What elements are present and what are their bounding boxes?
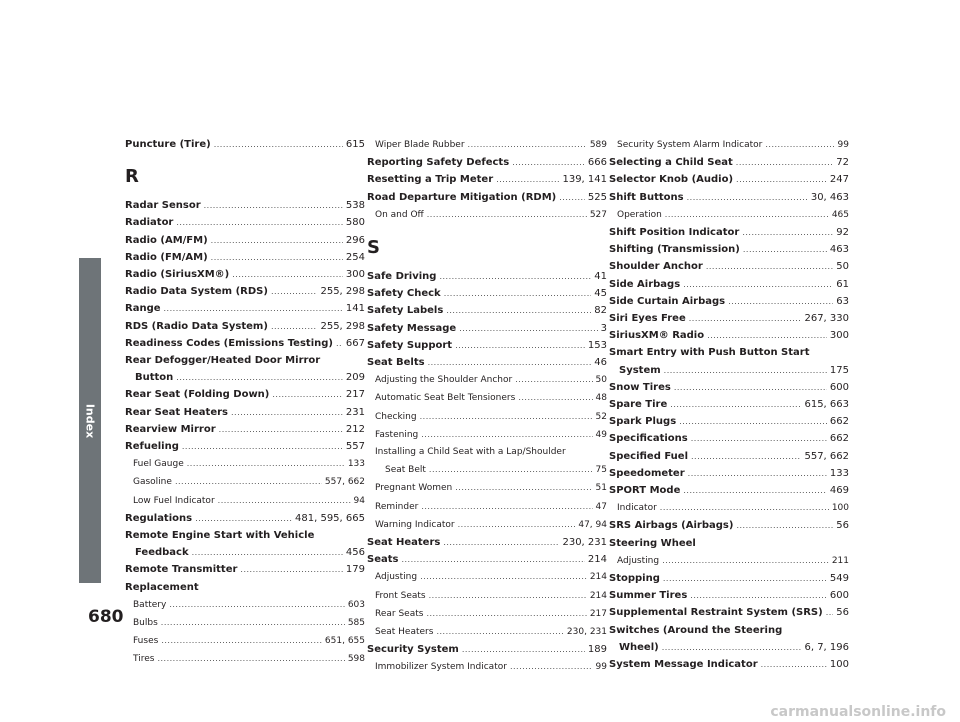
index-term: Supplemental Restraint System (SRS) (609, 607, 823, 619)
index-pages: 50 (595, 375, 607, 386)
index-term: Readiness Codes (Emissions Testing) (125, 337, 333, 349)
index-subentry (367, 371, 607, 389)
index-subentry (609, 552, 849, 570)
index-term: Siri Eyes Free (609, 313, 686, 325)
index-entry (367, 354, 607, 371)
index-subentry (367, 389, 607, 407)
index-term: Front Seats (375, 590, 426, 601)
index-entry (609, 430, 849, 447)
index-term: Rear Seat Heaters (125, 406, 228, 418)
index-pages: 600 (829, 590, 849, 602)
index-side-tab (79, 258, 101, 583)
index-term: SPORT Mode (609, 485, 681, 497)
index-term: Bulbs (133, 618, 158, 629)
index-pages: 46 (594, 357, 607, 369)
index-entry (367, 534, 607, 551)
index-pages: 212 (345, 423, 365, 435)
index-pages: 254 (345, 251, 365, 263)
index-pages: 300 (345, 269, 365, 281)
index-pages: 214 (589, 590, 607, 601)
index-pages: 47, 94 (578, 519, 607, 530)
index-subentry (367, 658, 607, 676)
index-term: Safety Message (367, 322, 457, 334)
index-entry (609, 465, 849, 482)
index-entry (125, 404, 365, 421)
index-pages: 92 (836, 227, 849, 239)
index-pages: 667 (345, 337, 365, 349)
index-pages: 217 (345, 389, 365, 401)
index-pages: 525 (587, 191, 607, 203)
index-term: Fastening (375, 429, 419, 440)
index-term: Rear Seat (Folding Down) (125, 389, 270, 401)
index-pages: 82 (594, 305, 607, 317)
index-pages: 662 (829, 433, 849, 445)
index-term: Safety Support (367, 339, 453, 351)
page-number: 680 (88, 607, 124, 627)
index-pages: 50 (836, 261, 849, 273)
index-term: Rear Defogger/Heated Door Mirror (125, 355, 321, 367)
index-pages: 469 (829, 485, 849, 497)
index-subentry (609, 136, 849, 154)
index-pages: 598 (347, 654, 365, 665)
index-subentry (125, 614, 365, 632)
index-pages: 456 (345, 547, 365, 559)
index-pages: 615 (345, 139, 365, 150)
index-entry (609, 379, 849, 396)
index-term: Fuel Gauge (133, 459, 184, 470)
index-entry (125, 300, 365, 317)
index-term: Steering Wheel (609, 537, 696, 549)
index-pages: 153 (587, 339, 607, 351)
index-term: Side Curtain Airbags (609, 295, 726, 307)
index-entry (609, 604, 849, 621)
index-entry (125, 335, 365, 352)
index-pages: 209 (345, 372, 365, 384)
index-pages: 51 (595, 483, 607, 494)
index-entry (125, 283, 365, 300)
index-term: Security System Alarm Indicator (617, 140, 763, 150)
index-term: Installing a Child Seat with a Lap/Shoulder (375, 447, 566, 458)
index-entry (367, 268, 607, 285)
index-entry (609, 570, 849, 587)
index-term: Seat Belt (385, 465, 426, 476)
watermark: carmanualsonline.info (770, 704, 946, 720)
index-pages: 465 (831, 209, 849, 220)
index-entry (609, 656, 849, 673)
index-pages: 3 (600, 322, 607, 334)
index-pages: 481, 595, 665 (295, 512, 365, 524)
index-pages: 211 (831, 555, 849, 566)
index-term: RDS (Radio Data System) (125, 320, 268, 332)
index-term: Refueling (125, 441, 179, 453)
index-entry (609, 639, 849, 656)
index-column-1 (125, 136, 365, 669)
index-subentry (367, 206, 607, 224)
index-term: Switches (Around the Steering (609, 624, 783, 636)
index-entry (367, 337, 607, 354)
index-pages: 189 (587, 644, 607, 656)
index-term: Radiator (125, 217, 174, 229)
index-term: Summer Tires (609, 590, 688, 602)
index-term: Speedometer (609, 467, 685, 479)
index-term: Reminder (375, 501, 419, 512)
index-subentry (367, 479, 607, 497)
index-pages: 52 (595, 411, 607, 422)
index-pages: 133 (829, 467, 849, 479)
index-pages: 30, 463 (810, 191, 849, 203)
section-letter-r: R (125, 166, 139, 188)
index-pages: 56 (836, 607, 849, 619)
index-entry (609, 362, 849, 379)
index-entry (125, 369, 365, 386)
index-pages: 557, 662 (804, 450, 849, 462)
index-term: Adjusting (617, 555, 660, 566)
index-term: Safety Check (367, 288, 441, 300)
index-term: Seats (367, 554, 399, 566)
index-entry (125, 249, 365, 266)
index-term: Fuses (133, 636, 159, 647)
index-entry (609, 413, 849, 430)
index-subentry (609, 206, 849, 224)
index-entry (367, 189, 607, 206)
index-term: Radio Data System (RDS) (125, 286, 268, 298)
index-pages: 300 (829, 330, 849, 342)
index-pages: 94 (353, 495, 365, 506)
index-term: SiriusXM® Radio (609, 330, 705, 342)
index-subentry (367, 461, 607, 479)
index-pages: 463 (829, 244, 849, 256)
index-term: Remote Transmitter (125, 564, 238, 576)
index-pages: 527 (589, 209, 607, 220)
index-entry (125, 266, 365, 283)
index-pages: 175 (829, 364, 849, 376)
index-term: Wheel) (619, 641, 659, 653)
index-term: Resetting a Trip Meter (367, 174, 494, 186)
index-subentry (367, 623, 607, 641)
index-pages: 6, 7, 196 (804, 641, 849, 653)
index-pages: 214 (589, 572, 607, 583)
index-term: Button (135, 372, 174, 384)
index-entry (367, 320, 607, 337)
index-term: Safe Driving (367, 271, 437, 283)
index-term: Radar Sensor (125, 200, 201, 212)
index-tab-label: Index (83, 403, 97, 438)
index-term: Tires (133, 654, 155, 665)
index-entry (125, 561, 365, 578)
index-entry (609, 154, 849, 171)
index-subentry (367, 498, 607, 516)
index-pages: 589 (589, 140, 607, 150)
index-entry (609, 587, 849, 604)
index-entry (367, 171, 607, 188)
index-term: Spark Plugs (609, 416, 677, 428)
index-term: Selecting a Child Seat (609, 157, 733, 169)
index-subentry (125, 650, 365, 668)
index-pages: 600 (829, 381, 849, 393)
index-subentry (125, 596, 365, 614)
index-pages: 99 (595, 662, 607, 673)
index-term: Radio (SiriusXM®) (125, 269, 230, 281)
index-entry (609, 396, 849, 413)
index-column-3 (609, 136, 849, 673)
index-pages: 549 (829, 573, 849, 585)
index-entry (609, 482, 849, 499)
index-term: Adjusting the Shoulder Anchor (375, 375, 513, 386)
index-term: Battery (133, 599, 167, 610)
index-pages: 48 (595, 393, 607, 404)
index-pages: 72 (836, 157, 849, 169)
index-entry (125, 438, 365, 455)
index-term: Range (125, 303, 161, 315)
index-pages: 49 (595, 429, 607, 440)
index-term: Feedback (135, 547, 189, 559)
index-term: Smart Entry with Push Button Start (609, 347, 810, 359)
index-pages: 557 (345, 441, 365, 453)
index-term: Stopping (609, 573, 660, 585)
index-term: Puncture (Tire) (125, 139, 211, 150)
index-subentry (367, 605, 607, 623)
index-entry (125, 510, 365, 527)
index-term: Gasoline (133, 477, 172, 488)
index-term: Seat Heaters (367, 537, 441, 549)
index-pages: 662 (829, 416, 849, 428)
index-entry (609, 258, 849, 275)
index-entry (125, 318, 365, 335)
index-subentry (367, 426, 607, 444)
index-entry (367, 641, 607, 658)
index-entry (609, 224, 849, 241)
index-subentry (367, 568, 607, 586)
index-pages: 63 (836, 295, 849, 307)
index-pages: 100 (831, 503, 849, 514)
index-entry (609, 293, 849, 310)
index-pages: 255, 298 (320, 320, 365, 332)
index-entry (609, 276, 849, 293)
index-entry (125, 421, 365, 438)
index-term: Shift Position Indicator (609, 227, 740, 239)
index-pages: 651, 655 (324, 636, 365, 647)
index-entry (609, 327, 849, 344)
index-pages: 99 (837, 140, 849, 150)
index-entry (367, 551, 607, 568)
index-pages: 585 (347, 618, 365, 629)
index-pages: 247 (829, 174, 849, 186)
index-subentry (125, 492, 365, 510)
index-term: Automatic Seat Belt Tensioners (375, 393, 516, 404)
index-term: Road Departure Mitigation (RDM) (367, 191, 557, 203)
index-entry (125, 136, 365, 153)
index-entry (125, 386, 365, 403)
index-entry (367, 154, 607, 171)
index-term: Wiper Blade Rubber (375, 140, 465, 150)
index-term: On and Off (375, 209, 424, 220)
index-term: Safety Labels (367, 305, 444, 317)
index-subentry (367, 408, 607, 426)
index-term: Spare Tire (609, 399, 668, 411)
index-term: Shifting (Transmission) (609, 244, 740, 256)
index-pages: 133 (347, 459, 365, 470)
index-term: Security System (367, 644, 459, 656)
index-pages: 580 (345, 217, 365, 229)
index-term: Remote Engine Start with Vehicle (125, 530, 315, 542)
index-pages: 100 (829, 659, 849, 671)
index-pages: 217 (589, 608, 607, 619)
index-subentry (367, 516, 607, 534)
index-pages: 47 (595, 501, 607, 512)
index-term: Snow Tires (609, 381, 671, 393)
index-pages: 255, 298 (320, 286, 365, 298)
index-column-2 (367, 136, 607, 677)
index-pages: 41 (594, 271, 607, 283)
index-term: Radio (AM/FM) (125, 234, 208, 246)
index-entry (125, 197, 365, 214)
index-term: Specifications (609, 433, 688, 445)
index-term: Seat Heaters (375, 627, 434, 638)
index-term: Rearview Mirror (125, 423, 216, 435)
index-term: Seat Belts (367, 357, 425, 369)
index-pages: 557, 662 (324, 477, 365, 488)
index-term: Shoulder Anchor (609, 261, 703, 273)
index-pages: 230, 231 (566, 627, 607, 638)
index-pages: 45 (594, 288, 607, 300)
index-term: Selector Knob (Audio) (609, 174, 734, 186)
index-subentry (125, 455, 365, 473)
index-entry (609, 517, 849, 534)
index-term: Immobilizer System Indicator (375, 662, 507, 673)
index-subentry (367, 136, 607, 154)
index-pages: 296 (345, 234, 365, 246)
index-subentry (125, 473, 365, 491)
index-entry (125, 544, 365, 561)
index-term: Operation (617, 209, 662, 220)
index-term: Regulations (125, 512, 193, 524)
index-pages: 538 (345, 200, 365, 212)
index-term: Adjusting (375, 572, 418, 583)
index-pages: 231 (345, 406, 365, 418)
index-subentry (125, 632, 365, 650)
index-pages: 214 (587, 554, 607, 566)
index-term: Reporting Safety Defects (367, 157, 510, 169)
index-term: Replacement (125, 581, 199, 593)
index-pages: 230, 231 (562, 537, 607, 549)
index-entry (609, 171, 849, 188)
index-entry (609, 310, 849, 327)
index-term: Low Fuel Indicator (133, 495, 215, 506)
index-term: Side Airbags (609, 278, 681, 290)
index-pages: 615, 663 (804, 399, 849, 411)
index-subentry (609, 499, 849, 517)
index-pages: 141 (345, 303, 365, 315)
index-entry (367, 285, 607, 302)
index-term: System Message Indicator (609, 659, 758, 671)
index-entry (125, 214, 365, 231)
index-term: Pregnant Women (375, 483, 453, 494)
index-pages: 267, 330 (804, 313, 849, 325)
index-pages: 139, 141 (562, 174, 607, 186)
index-entry (125, 232, 365, 249)
index-term: SRS Airbags (Airbags) (609, 520, 734, 532)
index-term: Radio (FM/AM) (125, 251, 208, 263)
index-entry (609, 448, 849, 465)
index-term: System (619, 364, 661, 376)
index-entry (609, 189, 849, 206)
index-subentry (367, 587, 607, 605)
index-term: Indicator (617, 503, 657, 514)
section-letter-s: S (367, 237, 380, 259)
index-entry (609, 241, 849, 258)
index-term: Warning Indicator (375, 519, 455, 530)
index-term: Checking (375, 411, 417, 422)
index-pages: 179 (345, 564, 365, 576)
index-pages: 603 (347, 599, 365, 610)
index-pages: 61 (836, 278, 849, 290)
index-term: Specified Fuel (609, 450, 688, 462)
index-entry (367, 302, 607, 319)
index-pages: 75 (595, 465, 607, 476)
index-term: Shift Buttons (609, 191, 684, 203)
index-pages: 56 (836, 520, 849, 532)
index-term: Rear Seats (375, 608, 424, 619)
index-pages: 666 (587, 157, 607, 169)
